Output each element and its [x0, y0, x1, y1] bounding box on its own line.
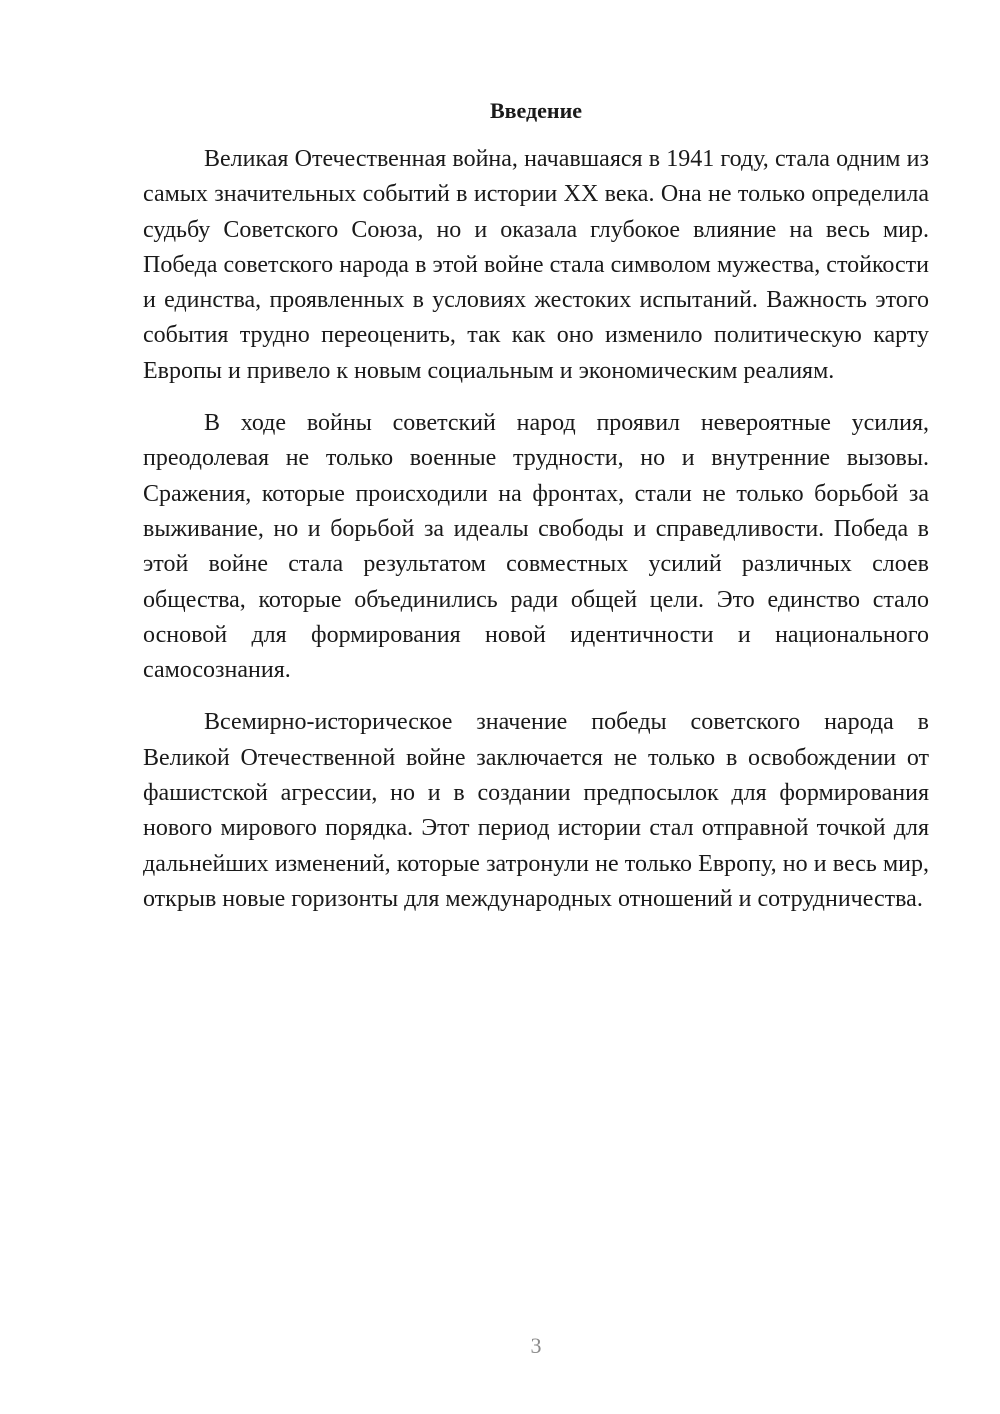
body-text: [143, 142, 929, 934]
paragraph-3: Всемирно-историческое значение победы советского народа в Великой Отечественной войне заключается не только в освобождении от фашистской агрессии, но и в создании предпосылок для формирования нового мирового порядка. Этот период истории стал отправной точкой для дальнейших изменений, которые затронули не только Европу, но и весь мир, открыв новые горизонты для международных отношений и сотрудничества.: [143, 709, 929, 912]
section-title: Введение: [489, 98, 583, 123]
paragraph-2: В ходе войны советский народ проявил невероятные усилия, преодолевая не только военные трудности, но и внутренние вызовы. Сражения, которые происходили на фронтах, стали не только борьбой за выживание, но и борьбой за идеалы свободы и справедливости. Победа в этой войне стала результатом совместных усилий различных слоев общества, которые объединились ради общей цели. Это единство стало основой для формирования новой идентичности и национального самосознания.: [143, 410, 929, 684]
paragraph-1: Великая Отечественная война, начавшаяся в 1941 году, стала одним из самых значительных событий в истории XX века. Она не только определила судьбу Советского Союза, но и оказала глубокое влияние на весь мир. Победа советского народа в этой войне стала символом мужества, стойкости и единства, проявленных в условиях жестоких испытаний. Важность этого события трудно переоценить, так как оно изменило политическую карту Европы и привело к новым социальным и экономическим реалиям.: [143, 146, 929, 384]
page-number: 3: [530, 1333, 542, 1358]
